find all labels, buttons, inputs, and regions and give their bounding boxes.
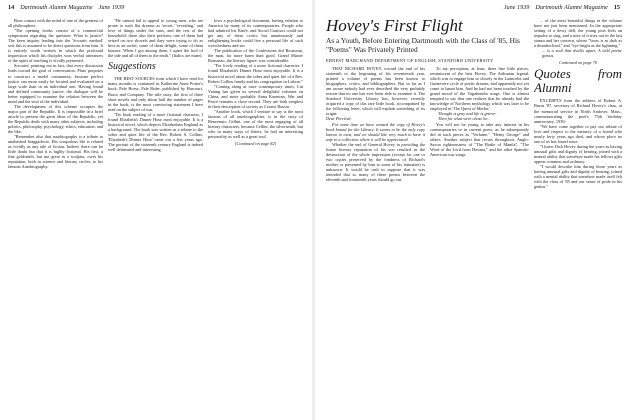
issue-date: June 1939 <box>503 4 530 11</box>
column-1 <box>8 18 103 418</box>
section-heading: Quotes from Alumni <box>534 66 622 96</box>
right-page <box>318 0 628 420</box>
poem-line: ... is a soul that dwells apart, A wild poetic genius. <box>542 48 622 59</box>
article-column-1 <box>326 66 425 416</box>
column-2 <box>108 18 203 418</box>
paragraph: ... of the most beautiful things in the volume have not just been mentioned. In the appropriate setting of a dewy dell, the young poet feels an impulse to sing, and a note of it tries out in the last stanza and her concern, whose "brow is as dark as a thundercloud," and "eye bright as the lightning." <box>534 18 622 49</box>
issue-date: June 1939 <box>98 4 125 11</box>
paragraph: Whether the end of General Hovey in providing the future literary reputation of his son resulted in the destruction of the whole impression (except for one or two copies preserved by the fondness of Richard's mother or presented by him to some of his intimates) is unknown. It would be rash to suppose that it was intended that so many of these poems between the eleventh and fourteenth years should go out. <box>326 141 425 183</box>
paragraph: lows a psychological document, having relation to America by many of its contemporaries. People who had admired his Knife, and Social Contract could not get any of these critics but unanimously and enlightening books could live a personal life of such wretchedness and sin. <box>208 18 303 49</box>
paragraph: The development of this scheme occupies the major part of the Republic. It is impossible in a brief article to present the great ideas of the Republic, yet the Republic deals with many other subjects, including politics, philosophy, psychology, ethics, education, and the like. <box>8 103 103 135</box>
paragraph: "For lively reading of a more fictional character, I found Elizabeth's Dinner Hour most enjoyable. It is a historical novel about the sober and quiet life of a Rev. Robert Collins family and his congregation in Lisbon." <box>208 63 303 84</box>
page-number: 14 <box>8 4 15 11</box>
poem-line: Then for what were chose be... <box>438 116 491 122</box>
page-gutter <box>312 0 315 420</box>
section-heading: Suggestions <box>108 61 156 73</box>
paragraph: The publication of the Confessions did Rousseau, the man, far more harm than good. Grand Master Rousseau, the literary figure, was considerable. <box>208 48 303 64</box>
paragraph: "He cannot fail to appeal to young men, who are prone to such flat dreams as 'secret,' 'revealing,' and love of things under the stars, and the rest of the household; there also their perform, one of them had seized on two shovels and they were trying to do as best as an awful, some of them delight, some of them bounce. When I got among them, I upset the boil of the tide and all of them to the earth." (Italics are mine). <box>108 18 203 59</box>
magazine-name: Dartmouth Alumni Magazine <box>535 4 608 11</box>
paragraph: "Coming along at once contemporary times, Lin Yutang has given us several delightful volumes on China, and more probably Anna Karenina, War and Peace remains a close second. They are both simplest in their description of society as Czarist Russia. <box>208 83 303 109</box>
paragraph: Boas contact with the mind of one of the greatest of all philosophers. <box>8 18 103 29</box>
article-column-3 <box>534 18 622 418</box>
paragraph: "Do book reading of a more fictional character, I found Elizabeth's Dinner Hour most enjoyable. It is a historical novel, which depicts Elizabethan England as a background. The book was written as a tribute to the sober and quiet life of the Rev. Robert S. Collins, 'Elizabeth's Dinner Hour' came out a few years ago. The portrait of the sixteenth century England is indeed well delineated and interesting. <box>108 111 203 153</box>
left-page <box>0 0 310 420</box>
paragraph: "Remember also that autobiography is a tribute to unabashed braggadocio. His scrupulous life is related as vividly as any tale of fiction. Indeed, there can be little doubt but that it is highly fictional. His first, a fine goldsmith, but not great as a sculptor, owes his reputation, both in science and literary circles, to his famous Autobiography. <box>8 134 103 170</box>
article-byline: ERNEST MARCHAND DEPARTMENT OF ENGLISH, STANFORD UNIVERSITY <box>326 58 494 63</box>
paragraph: For some time we have wanted the copy of Hovey's book bound for the Library. It seems to be the only copy known to exist, and we should like very much to have it safe in a collection where it will be appreciated. <box>326 121 425 142</box>
page-header-left <box>8 4 302 14</box>
paragraph: To my perception, at least, there fine little pieces, reminiscent of the best Hovey. The Arthurian legend, which was to engage him so closely in the Launcelot and Guenevere cycle of poetic dramas, had apparently not yet come to haunt him. And he had not been touched by the grand mood of the Vagabondia songs. One is almost tempted to say that one realizes that he already had the knowledge of Northern mythology which was later to be employed in 'The Quest of Merlin.' <box>430 66 529 112</box>
poem-line: Thought is gray and life is grieve- <box>438 111 497 117</box>
paragraph: Socrates' pointing out in fact, that every discussion leads toward the goal of conversation. Plato proposes to construct a model community, because perfect justice can more easily be located and evaluated on a large scale than in an individual one. Having found and defined community justice, the dialogue will be better equipped to examine the relation between the mind and the soul of the individual. <box>8 63 103 104</box>
paragraph: "The opening books consist of a commercial symposium regarding the question: What is justice? The keen inquiry leading into the 'Socratic method' sets this is assumed to be direct questions from him. It is entirely worth written in which the profound impression which his disciples won verbal utterances of the spirit of teaching is vividly presented. <box>8 28 103 64</box>
paragraph: EXCERPTS from the address of Robert A. Burns '87, secretary of Richard Hovey's class, at the memorial service in North Andover, Mass., commemorating the poet's 75th birthday anniversary, 1939: <box>534 98 622 124</box>
article-subtitle: As a Youth, Before Entering Dartmouth with the Class of '85, His "Poems" Was Privately Printed <box>326 36 520 54</box>
article-column-2 <box>430 66 529 416</box>
page-header-right <box>326 4 620 14</box>
paragraph: THAT RICHARD HOVEY, toward the end of his sixteenth or the beginning of his seventeenth year, printed a volume of poems has been known to biographers, critics, and bibliographers. But so far as I am aware nobody had ever described the very probably reason that no one has ever been able to examine it. The Stanford University Library has, however, recently acquired a copy of this rare little book, accompanied by the following letter, which will explain something of its origin: <box>326 66 425 117</box>
paragraph: "I would describe him during those years as having unusual gifts and dignity of bearing, joined with a mental ability that somehow made itself felt with the class of '85 and our sense of pride in his genius." <box>534 164 622 190</box>
paragraph: You will not be young to take any interest in his contemporaries or in current poets, as he subsequently did in such pieces as "Verlaine," "Henry George" and others. Another subject that recurs throughout. Anglo-Saxon righteousness of "The Battle of Manila", "The Word of the Lord from Havana," and the other Spanish-American war songs. <box>430 121 529 157</box>
letter-salutation: Dear Percival: <box>326 116 352 122</box>
magazine-name: Dartmouth Alumni Magazine <box>20 4 93 11</box>
continued-note: [Continued on page 82] <box>234 141 277 147</box>
paragraph: "Another book, which I venture to say is the most famous of all autobiographies, is in the story of Benvenuto Cellini, one of the most engaging of all literary characters, because Cellini, the silversmith, but who in many ways of letters, he had an interesting personality as well as a great soul. <box>208 108 303 140</box>
continued-note: Continued on page 70 <box>558 60 598 66</box>
page-number: 15 <box>613 4 620 11</box>
paragraph: THE BEST SOURCES from which I have read for many months is contained in Katherine Anne Porter's book, Pale Horse, Pale Rider, published by Harcourt, Brace and Company. The title story, the first of three short novels and only about half the number of pages in the book, is the most convincing statement I have read on the subject of war. <box>108 76 203 112</box>
column-3 <box>208 18 303 418</box>
paragraph: "I knew Dick Hovey during the years as having unusual gifts and dignity of bearing, joined with a mental ability that somehow made his fellows gifts appear common and ordinary. <box>534 143 622 164</box>
article-title: Hovey's First Flight <box>326 16 463 35</box>
paragraph: "We have come together to pay our tribute of love and respect to the memory of a friend who nearly forty years ago died, and whose place no one of us has found since. <box>534 123 622 144</box>
